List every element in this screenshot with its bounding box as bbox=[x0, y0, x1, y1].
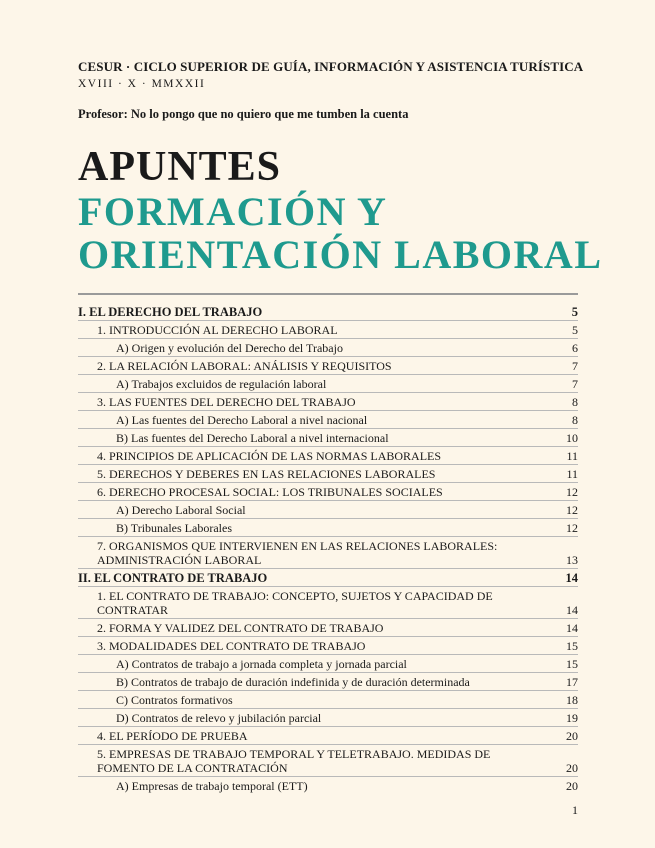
institution-header: CESUR · CICLO SUPERIOR DE GUÍA, INFORMACIÓN Y ASISTENCIA TURÍSTICA bbox=[78, 59, 584, 74]
toc-entry[interactable] bbox=[78, 465, 578, 483]
toc-entry-page: 10 bbox=[566, 431, 578, 445]
subtitle-line-2: ORIENTACIÓN LABORAL bbox=[78, 232, 603, 277]
toc-entry[interactable] bbox=[78, 727, 578, 745]
toc-entry[interactable] bbox=[78, 483, 578, 501]
toc-entry-label: 5. DERECHOS Y DEBERES EN LAS RELACIONES LABORALES bbox=[97, 467, 436, 481]
toc-entry[interactable] bbox=[78, 655, 578, 673]
toc-entry[interactable] bbox=[78, 411, 578, 429]
toc-entry-label: A) Trabajos excluidos de regulación laboral bbox=[116, 377, 327, 391]
toc-entry-page: 15 bbox=[566, 639, 578, 653]
document-subtitle bbox=[78, 189, 603, 277]
toc-entry-page: 5 bbox=[572, 323, 578, 337]
toc-entry[interactable] bbox=[78, 709, 578, 727]
toc-entry-page: 18 bbox=[566, 693, 578, 707]
professor-line bbox=[78, 106, 578, 122]
toc-entry-label: I. EL DERECHO DEL TRABAJO bbox=[78, 305, 263, 319]
toc-entry-page: 17 bbox=[566, 675, 578, 689]
toc-entry-page: 11 bbox=[566, 449, 578, 463]
toc-entry-label: A) Derecho Laboral Social bbox=[116, 503, 246, 517]
toc-part-entry[interactable] bbox=[78, 569, 578, 587]
toc-entry[interactable] bbox=[78, 501, 578, 519]
toc-entry-page: 8 bbox=[572, 395, 578, 409]
table-of-contents bbox=[78, 303, 578, 794]
toc-entry-label: A) Empresas de trabajo temporal (ETT) bbox=[116, 779, 308, 793]
toc-entry-label: 4. PRINCIPIOS DE APLICACIÓN DE LAS NORMAS LABORALES bbox=[97, 449, 442, 463]
toc-entry-label: 3. LAS FUENTES DEL DERECHO DEL TRABAJO bbox=[97, 395, 356, 409]
toc-entry-page: 5 bbox=[571, 305, 578, 319]
toc-entry[interactable] bbox=[78, 519, 578, 537]
toc-entry[interactable] bbox=[78, 691, 578, 709]
toc-entry-page: 14 bbox=[566, 621, 578, 635]
toc-entry-label: II. EL CONTRATO DE TRABAJO bbox=[78, 571, 268, 585]
toc-entry-page: 14 bbox=[566, 603, 578, 617]
toc-entry-label: B) Contratos de trabajo de duración indefinida y de duración determinada bbox=[116, 675, 470, 689]
toc-part-entry[interactable] bbox=[78, 303, 578, 321]
toc-entry-page: 7 bbox=[572, 359, 578, 373]
professor-label: Profesor: bbox=[78, 107, 128, 121]
toc-entry-label: C) Contratos formativos bbox=[116, 693, 233, 707]
toc-entry-page: 19 bbox=[566, 711, 578, 725]
toc-entry[interactable] bbox=[78, 429, 578, 447]
toc-entry-label: 5. EMPRESAS DE TRABAJO TEMPORAL Y TELETRABAJO. MEDIDAS DE FOMENTO DE LA CONTRATACIÓN bbox=[97, 747, 491, 775]
toc-entry-label: A) Origen y evolución del Derecho del Trabajo bbox=[116, 341, 343, 355]
toc-entry[interactable] bbox=[78, 393, 578, 411]
toc-entry-label: 3. MODALIDADES DEL CONTRATO DE TRABAJO bbox=[97, 639, 366, 653]
toc-entry-label: B) Las fuentes del Derecho Laboral a nivel internacional bbox=[116, 431, 389, 445]
document-title: APUNTES bbox=[78, 144, 282, 190]
toc-entry-page: 12 bbox=[566, 485, 578, 499]
toc-entry-page: 7 bbox=[572, 377, 578, 391]
toc-entry-page: 6 bbox=[572, 341, 578, 355]
toc-entry[interactable] bbox=[78, 357, 578, 375]
toc-entry-label: 7. ORGANISMOS QUE INTERVIENEN EN LAS RELACIONES LABORALES: ADMINISTRACIÓN LABORAL bbox=[97, 539, 498, 567]
toc-entry-label: B) Tribunales Laborales bbox=[116, 521, 232, 535]
toc-entry-page: 13 bbox=[566, 553, 578, 567]
toc-entry-label: 6. DERECHO PROCESAL SOCIAL: LOS TRIBUNALES SOCIALES bbox=[97, 485, 443, 499]
toc-entry-page: 20 bbox=[566, 779, 578, 793]
toc-entry-page: 12 bbox=[566, 521, 578, 535]
document-page bbox=[78, 58, 603, 277]
toc-entry[interactable] bbox=[78, 619, 578, 637]
toc-entry-label: A) Contratos de trabajo a jornada completa y jornada parcial bbox=[116, 657, 407, 671]
toc-entry-label: 1. EL CONTRATO DE TRABAJO: CONCEPTO, SUJETOS Y CAPACIDAD DE CONTRATAR bbox=[97, 589, 493, 617]
toc-entry[interactable] bbox=[78, 637, 578, 655]
toc-entry-label: 4. EL PERÍODO DE PRUEBA bbox=[97, 729, 248, 743]
toc-entry-page: 20 bbox=[566, 729, 578, 743]
toc-entry[interactable] bbox=[78, 321, 578, 339]
toc-entry-label: 2. LA RELACIÓN LABORAL: ANÁLISIS Y REQUISITOS bbox=[97, 359, 392, 373]
toc-entry-label: 2. FORMA Y VALIDEZ DEL CONTRATO DE TRABAJO bbox=[97, 621, 384, 635]
title-divider bbox=[78, 293, 578, 295]
professor-value: No lo pongo que no quiero que me tumben la cuenta bbox=[130, 107, 409, 121]
toc-entry[interactable] bbox=[78, 537, 578, 569]
toc-entry[interactable] bbox=[78, 375, 578, 393]
toc-entry-page: 14 bbox=[565, 571, 578, 585]
toc-entry-label: 1. INTRODUCCIÓN AL DERECHO LABORAL bbox=[97, 323, 338, 337]
page-number: 1 bbox=[572, 803, 578, 817]
toc-entry[interactable] bbox=[78, 447, 578, 465]
toc-entry[interactable] bbox=[78, 777, 578, 794]
toc-entry-page: 15 bbox=[566, 657, 578, 671]
toc-entry-page: 11 bbox=[566, 467, 578, 481]
toc-entry-label: D) Contratos de relevo y jubilación parcial bbox=[116, 711, 322, 725]
toc-entry-page: 20 bbox=[566, 761, 578, 775]
toc-entry[interactable] bbox=[78, 745, 578, 777]
toc-entry-label: A) Las fuentes del Derecho Laboral a nivel nacional bbox=[116, 413, 368, 427]
toc-entry-page: 12 bbox=[566, 503, 578, 517]
toc-entry[interactable] bbox=[78, 673, 578, 691]
toc-entry[interactable] bbox=[78, 587, 578, 619]
subtitle-line-1: FORMACIÓN Y bbox=[78, 189, 388, 234]
date-line: XVIII · X · MMXXII bbox=[78, 78, 206, 90]
toc-entry-page: 8 bbox=[572, 413, 578, 427]
toc-entry[interactable] bbox=[78, 339, 578, 357]
